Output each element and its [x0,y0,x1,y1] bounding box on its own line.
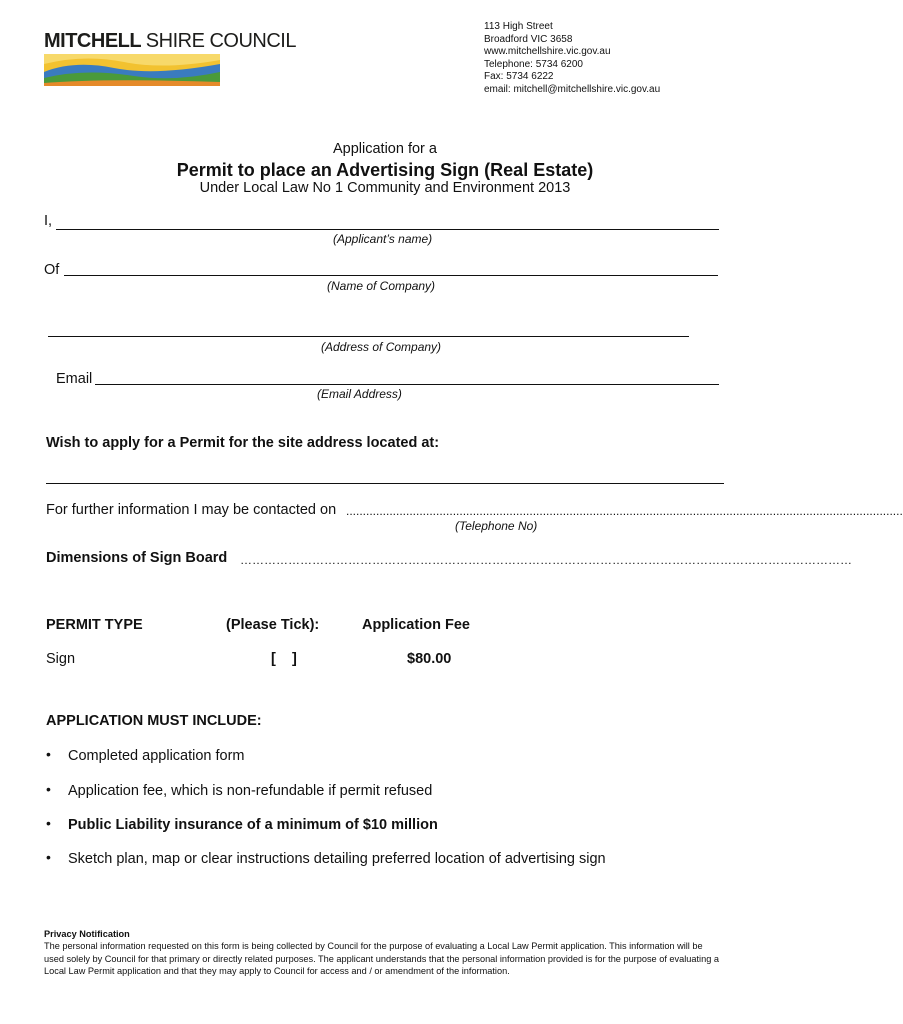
sign-fee-amount: $80.00 [407,651,452,667]
email-prefix: Email [56,371,93,387]
email-address-line[interactable] [95,384,719,385]
requirement-item: Sketch plan, map or clear instructions detailing preferred location of advertising sign [68,851,606,867]
sign-dimensions-dotted-line[interactable]: ……………………………………………………………………………………………………………………………………… [240,553,852,567]
council-logo-text [44,30,296,53]
company-name-hint: (Name of Company) [327,279,436,293]
privacy-text: The personal information requested on this form is being collected by Council for the purpose of evaluating a Local Law Permit application. This information will be used solely by Council for that primary or directly related purposes. The applicant understands that the personal information provided is for the purpose of evaluating a Local Law Permit application and that they may apply to Council for access and / or amendment of the information. [44,941,719,977]
form-title: Permit to place an Advertising Sign (Real Estate) [176,160,594,180]
requirement-item: Completed application form [68,748,245,764]
requirement-item: Application fee, which is non-refundable if permit refused [68,783,433,799]
privacy-notification [44,928,724,978]
contact-fax: Fax: 5734 6222 [484,71,554,83]
contact-email[interactable]: email: mitchell@mitchellshire.vic.gov.au [484,83,661,95]
privacy-heading: Privacy Notification [44,929,130,939]
logo-light-words: SHIRE COUNCIL [145,30,296,52]
company-prefix: Of [44,262,60,278]
council-contact-block [484,21,660,97]
contact-phone-label: For further information I may be contacted on [46,502,337,518]
applicant-prefix: I, [44,213,53,229]
bullet-icon: • [46,781,51,797]
telephone-hint: (Telephone No) [455,519,538,533]
email-address-hint: (Email Address) [317,387,402,401]
contact-street: 113 High Street [484,21,553,32]
application-fee-header: Application Fee [362,617,470,633]
requirements-heading: APPLICATION MUST INCLUDE: [46,713,262,729]
bullet-icon: • [46,849,51,865]
bullet-icon: • [46,815,51,831]
contact-telephone: Telephone: 5734 6200 [484,58,583,70]
form-subtitle: Under Local Law No 1 Community and Environment 2013 [199,180,571,196]
contact-phone-dotted-line[interactable]: ....................................................................................................................................................................... [346,504,903,518]
bullet-icon: • [46,746,51,762]
form-pre-title: Application for a [333,141,437,157]
permit-type-header: PERMIT TYPE [46,617,143,633]
contact-website[interactable]: www.mitchellshire.vic.gov.au [484,46,611,58]
requirement-item: Public Liability insurance of a minimum of $10 million [68,817,438,833]
site-address-heading: Wish to apply for a Permit for the site address located at: [46,435,440,451]
company-address-line[interactable] [48,336,689,337]
council-logo-landscape [44,54,220,86]
contact-town: Broadford VIC 3658 [484,33,573,45]
permit-type-sign: Sign [46,651,76,667]
company-name-line[interactable] [64,275,718,276]
sign-tick-box[interactable]: [ ] [271,651,297,667]
logo-bold-word: MITCHELL [44,30,141,52]
please-tick-header: (Please Tick): [226,617,320,633]
site-address-line[interactable] [46,483,724,484]
applicant-name-hint: (Applicant’s name) [333,232,433,246]
applicant-name-line[interactable] [56,229,719,230]
sign-dimensions-label: Dimensions of Sign Board [46,550,228,566]
company-address-hint: (Address of Company) [321,340,442,354]
